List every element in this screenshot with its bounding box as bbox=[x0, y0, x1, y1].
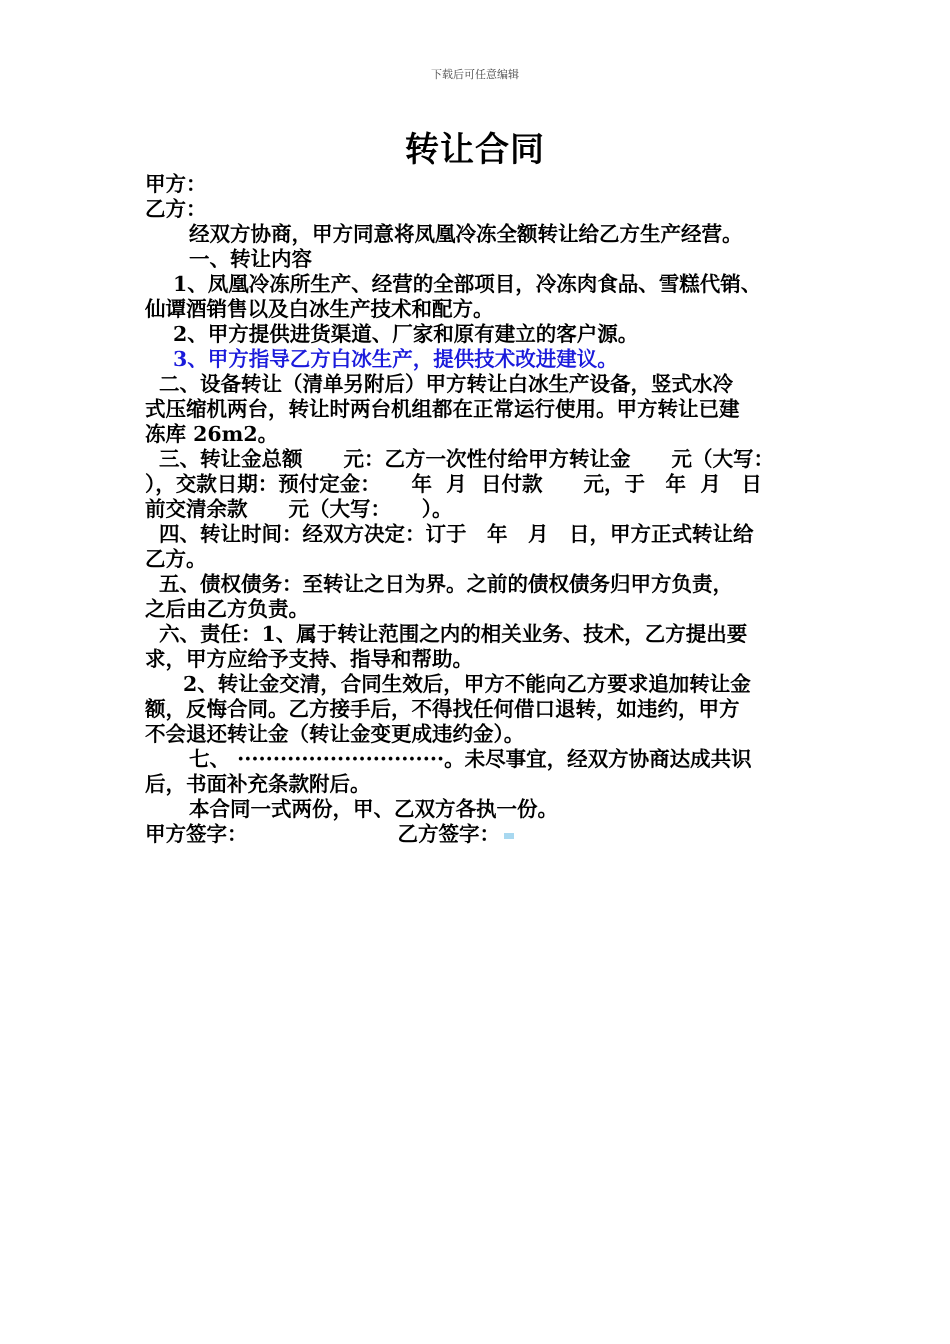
section-7-cont: 后，书面补充条款附后。 bbox=[145, 772, 371, 796]
copies-clause: 本合同一式两份，甲、乙双方各执一份。 bbox=[189, 797, 558, 821]
section-1-heading: 一、转让内容 bbox=[189, 247, 312, 271]
section-1-item-1: 1、凤凰冷冻所生产、经营的全部项目，冷冻肉食品、雪糕代销、 bbox=[173, 272, 762, 296]
section-6-item-2-cont-2: 不会退还转让金（转让金变更成违约金）。 bbox=[145, 722, 525, 746]
document-title: 转让合同 bbox=[405, 130, 545, 170]
section-2-cont-1: 式压缩机两台，转让时两台机组都在正常运行使用。甲方转让已建 bbox=[145, 397, 740, 421]
contract-body bbox=[145, 172, 805, 847]
section-6-cont: 求，甲方应给予支持、指导和帮助。 bbox=[145, 647, 473, 671]
section-7: 七、 ·····························。未尽事宜，经双方协商达成共识 bbox=[189, 747, 752, 771]
section-4-cont: 乙方。 bbox=[145, 547, 207, 571]
preamble: 经双方协商，甲方同意将凤凰冷冻全额转让给乙方生产经营。 bbox=[189, 222, 743, 246]
section-3-cont-2: 前交清余款 元（大写： ）。 bbox=[145, 497, 453, 521]
section-6-item-2: 2、转让金交清，合同生效后，甲方不能向乙方要求追加转让金 bbox=[183, 672, 751, 696]
section-6-item-2-cont-1: 额，反悔合同。乙方接手后，不得找任何借口退转，如违约，甲方 bbox=[145, 697, 740, 721]
party-b-line: 乙方： bbox=[145, 197, 207, 221]
party-a-signature-label: 甲方签字： bbox=[145, 822, 248, 846]
section-5: 五、债权债务：至转让之日为界。之前的债权债务归甲方负责， bbox=[159, 572, 733, 596]
party-a-line: 甲方： bbox=[145, 172, 207, 196]
section-6: 六、责任：1、属于转让范围之内的相关业务、技术，乙方提出要 bbox=[159, 622, 748, 646]
header-note: 下载后可任意编辑 bbox=[431, 68, 519, 81]
section-4: 四、转让时间：经双方决定：订于 年 月 日，甲方正式转让给 bbox=[159, 522, 754, 546]
section-3-cont-1: ），交款日期：预付定金： 年 月 日付款 元，于 年 月 日 bbox=[145, 472, 762, 496]
cursor-marker bbox=[504, 833, 514, 839]
party-b-signature-label: 乙方签字： bbox=[397, 822, 500, 846]
section-2-cont-2: 冻库 26m2。 bbox=[145, 422, 279, 446]
section-5-cont: 之后由乙方负责。 bbox=[145, 597, 309, 621]
section-3: 三、转让金总额 元：乙方一次性付给甲方转让金 元（大写： bbox=[159, 447, 774, 471]
section-2: 二、设备转让（清单另附后）甲方转让白冰生产设备，竖式水冷 bbox=[159, 372, 733, 396]
signature-line bbox=[145, 822, 805, 847]
section-1-item-1-cont: 仙谭酒销售以及白冰生产技术和配方。 bbox=[145, 297, 494, 321]
section-1-item-3: 3、甲方指导乙方白冰生产，提供技术改进建议。 bbox=[173, 347, 618, 371]
section-1-item-2: 2、甲方提供进货渠道、厂家和原有建立的客户源。 bbox=[173, 322, 639, 346]
